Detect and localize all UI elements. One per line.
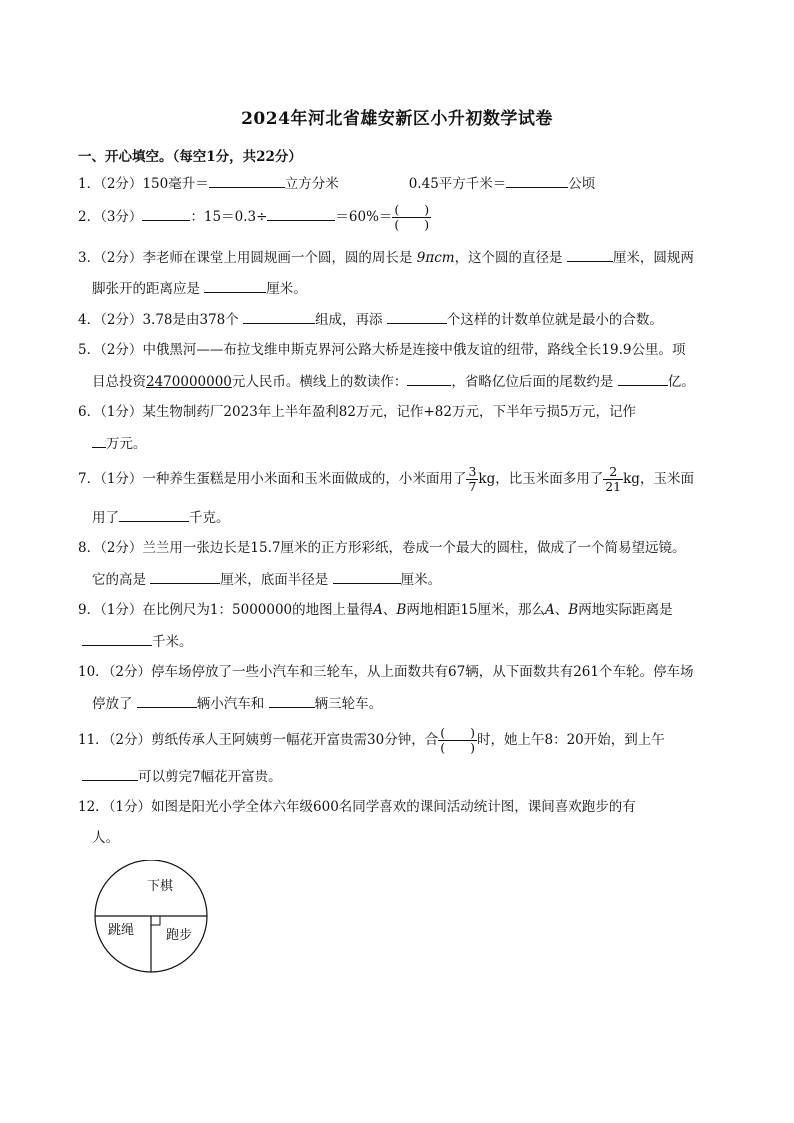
- question-8: [78, 538, 686, 558]
- answer-blank[interactable]: [506, 173, 568, 188]
- question-score: （2分）: [100, 250, 143, 266]
- answer-blank[interactable]: [150, 569, 220, 584]
- q9-text-2: 两地相距15厘米，那么: [406, 602, 546, 618]
- question-number: 3．: [78, 250, 101, 266]
- question-score: （1分）: [108, 799, 152, 815]
- question-6-cont: [92, 433, 147, 454]
- question-3: [78, 247, 694, 268]
- right-angle-mark: [151, 916, 160, 925]
- fraction-denominator[interactable]: ( ): [394, 217, 430, 232]
- question-number: 4．: [78, 312, 101, 328]
- section-heading: [78, 145, 302, 165]
- answer-blank[interactable]: [209, 173, 285, 188]
- q11-text-1: 剪纸传承人王阿姨剪一幅花开富贵需30分钟，合: [151, 732, 439, 748]
- q4-text-1: 3.78是由378个: [142, 312, 244, 328]
- question-4: [78, 309, 663, 330]
- question-7-cont: [92, 507, 230, 528]
- q11-fraction: [438, 726, 477, 755]
- answer-blank[interactable]: [137, 693, 197, 708]
- question-number: 11．: [78, 732, 109, 748]
- fraction-denominator[interactable]: ( ): [440, 740, 475, 755]
- q10-text-4: 辆三轮车。: [314, 696, 383, 712]
- answer-blank[interactable]: [82, 631, 152, 646]
- question-11-cont: [82, 766, 282, 787]
- answer-blank[interactable]: [407, 371, 451, 386]
- q9-text-1: 在比例尺为1：5000000的地图上量得: [142, 602, 374, 618]
- q3-text-3: 厘米，圆规两: [612, 250, 694, 266]
- separator: 、: [554, 602, 569, 618]
- q7-unit: kg: [623, 471, 640, 487]
- answer-blank[interactable]: [142, 206, 190, 221]
- q3-text-4: 脚张开的距离应是: [92, 281, 205, 297]
- fraction-numerator: 3: [468, 464, 477, 479]
- question-score: （2分）: [108, 732, 152, 748]
- question-number: 5．: [78, 342, 101, 358]
- answer-blank[interactable]: [243, 309, 315, 324]
- q2-fraction: [392, 203, 431, 232]
- q7-fraction-1: [466, 465, 478, 494]
- section-note: （每空1分，共22分）: [172, 149, 302, 165]
- question-number: 7．: [78, 471, 101, 487]
- q5-text-5: 亿。: [667, 374, 695, 390]
- q3-circumference: 9πcm: [416, 250, 455, 266]
- q7-text-5: 千克。: [189, 510, 230, 526]
- question-number: 9．: [78, 602, 101, 618]
- q1-unit-a: 立方分米: [284, 176, 339, 192]
- fraction-numerator[interactable]: ( ): [440, 725, 475, 740]
- q12-text-1: 如图是阳光小学全体六年级600名同学喜欢的课间活动统计图，课间喜欢跑步的有: [151, 799, 636, 815]
- question-10: [78, 662, 693, 682]
- question-score: （1分）: [100, 404, 143, 420]
- question-number: 12．: [78, 799, 109, 815]
- q7-text-4: 用了: [92, 510, 119, 526]
- question-6: [78, 402, 636, 422]
- exam-title: 2024年河北省雄安新区小升初数学试卷: [241, 109, 553, 129]
- question-9-cont: [82, 631, 193, 652]
- q8-text-3: 厘米，底面半径是: [220, 572, 333, 588]
- fraction-denominator: 7: [468, 479, 477, 494]
- q3-text-2: ，这个圆的直径是: [454, 250, 567, 266]
- q6-text-1: 某生物制药厂2023年上半年盈利82万元，记作+82万元，下半年亏损5万元，记作: [142, 404, 637, 420]
- question-score: （2分）: [108, 664, 152, 680]
- q11-text-2: 时，她上午8：20开始，到上午: [476, 732, 665, 748]
- question-12: [78, 797, 636, 817]
- question-score: （1分）: [100, 602, 143, 618]
- point-b-label: B: [568, 602, 579, 618]
- point-a-label: A: [545, 602, 555, 618]
- question-score: （2分）: [100, 176, 143, 192]
- question-5-cont: [92, 371, 695, 392]
- question-number: 1．: [78, 176, 101, 192]
- answer-blank[interactable]: [387, 309, 447, 324]
- answer-blank[interactable]: [82, 766, 138, 781]
- q5-text-2: 目总投资: [92, 374, 146, 390]
- fraction-denominator: 21: [605, 479, 622, 494]
- question-7: [78, 462, 694, 496]
- answer-blank[interactable]: [567, 247, 613, 262]
- question-10-cont: [92, 693, 382, 714]
- answer-blank[interactable]: [204, 278, 266, 293]
- activity-pie-chart: [92, 860, 216, 976]
- q3-text-5: 厘米。: [266, 281, 307, 297]
- question-8-cont: [92, 569, 441, 590]
- q10-text-1: 停车场停放了一些小汽车和三轮车，从上面数共有67辆，从下面数共有261个车轮。停车场: [151, 664, 694, 680]
- question-9: [78, 600, 673, 620]
- section-label: 一、开心填空。: [78, 149, 173, 165]
- q5-amount: 2470000000: [146, 374, 232, 390]
- q12-text-2: 人。: [92, 830, 119, 846]
- question-score: （2分）: [100, 342, 143, 358]
- q9-text-3: 两地实际距离是: [578, 602, 673, 618]
- q7-text-3: ，玉米面: [639, 471, 694, 487]
- question-score: （1分）: [100, 471, 143, 487]
- answer-blank[interactable]: [333, 569, 401, 584]
- question-2: [78, 202, 431, 232]
- q4-text-3: 个这样的计数单位就是最小的合数。: [446, 312, 663, 328]
- q4-text-2: 组成，再添: [315, 312, 387, 328]
- q7-text-2: ，比玉米面多用了: [495, 471, 604, 487]
- q9-text-4: 千米。: [152, 634, 193, 650]
- answer-blank[interactable]: [267, 206, 335, 221]
- point-a-label: A: [373, 602, 383, 618]
- question-1: [78, 173, 595, 194]
- point-b-label: B: [396, 602, 407, 618]
- question-5: [78, 340, 686, 360]
- q7-text-1: 一种养生蛋糕是用小米面和玉米面做成的，小米面用了: [142, 471, 467, 487]
- q10-text-3: 辆小汽车和: [196, 696, 269, 712]
- fraction-numerator: 2: [609, 464, 618, 479]
- q2-text-1: ：15＝0.3÷: [190, 209, 268, 225]
- q1-part-b: 0.45平方千米＝: [408, 176, 507, 192]
- answer-blank[interactable]: [92, 433, 106, 448]
- pie-label-chess: 下棋: [147, 879, 174, 894]
- question-11: [78, 724, 665, 756]
- q6-text-2: 万元。: [106, 436, 147, 452]
- question-score: （2分）: [100, 540, 143, 556]
- q7-unit: kg: [478, 471, 496, 487]
- q1-part-a: 150毫升＝: [142, 176, 209, 192]
- question-3-cont: [92, 278, 307, 299]
- q5-text-4: ，省略亿位后面的尾数约是: [451, 374, 618, 390]
- question-number: 10．: [78, 664, 109, 680]
- separator: 、: [382, 602, 397, 618]
- q3-text-1: 李老师在课堂上用圆规画一个圆，圆的周长是: [142, 250, 417, 266]
- pie-label-jump-rope: 跳绳: [108, 923, 135, 938]
- answer-blank[interactable]: [618, 371, 668, 386]
- answer-blank[interactable]: [269, 693, 315, 708]
- question-number: 8．: [78, 540, 101, 556]
- question-score: （3分）: [100, 209, 143, 225]
- pie-label-running: 跑步: [166, 928, 193, 943]
- q1-unit-b: 公顷: [568, 176, 596, 192]
- q11-text-3: 可以剪完7幅花开富贵。: [138, 769, 282, 785]
- q5-text-1: 中俄黑河——布拉戈维申斯克界河公路大桥是连接中俄友谊的纽带，路线全长19.9公里。项: [142, 342, 686, 358]
- q8-text-2: 它的高是: [92, 572, 151, 588]
- question-number: 6．: [78, 404, 101, 420]
- q8-text-1: 兰兰用一张边长是15.7厘米的正方形彩纸，卷成一个最大的圆柱，做成了一个简易望远镜。: [142, 540, 686, 556]
- q5-text-3: 元人民币。横线上的数读作：: [231, 374, 408, 390]
- question-score: （2分）: [100, 312, 143, 328]
- fraction-numerator[interactable]: ( ): [394, 202, 430, 217]
- q7-fraction-2: [603, 465, 623, 494]
- answer-blank[interactable]: [119, 507, 189, 522]
- q2-text-2: ＝60%＝: [335, 209, 393, 225]
- question-number: 2．: [78, 209, 101, 225]
- question-12-cont: [92, 828, 119, 848]
- q8-text-4: 厘米。: [400, 572, 442, 588]
- q10-text-2: 停放了: [92, 696, 137, 712]
